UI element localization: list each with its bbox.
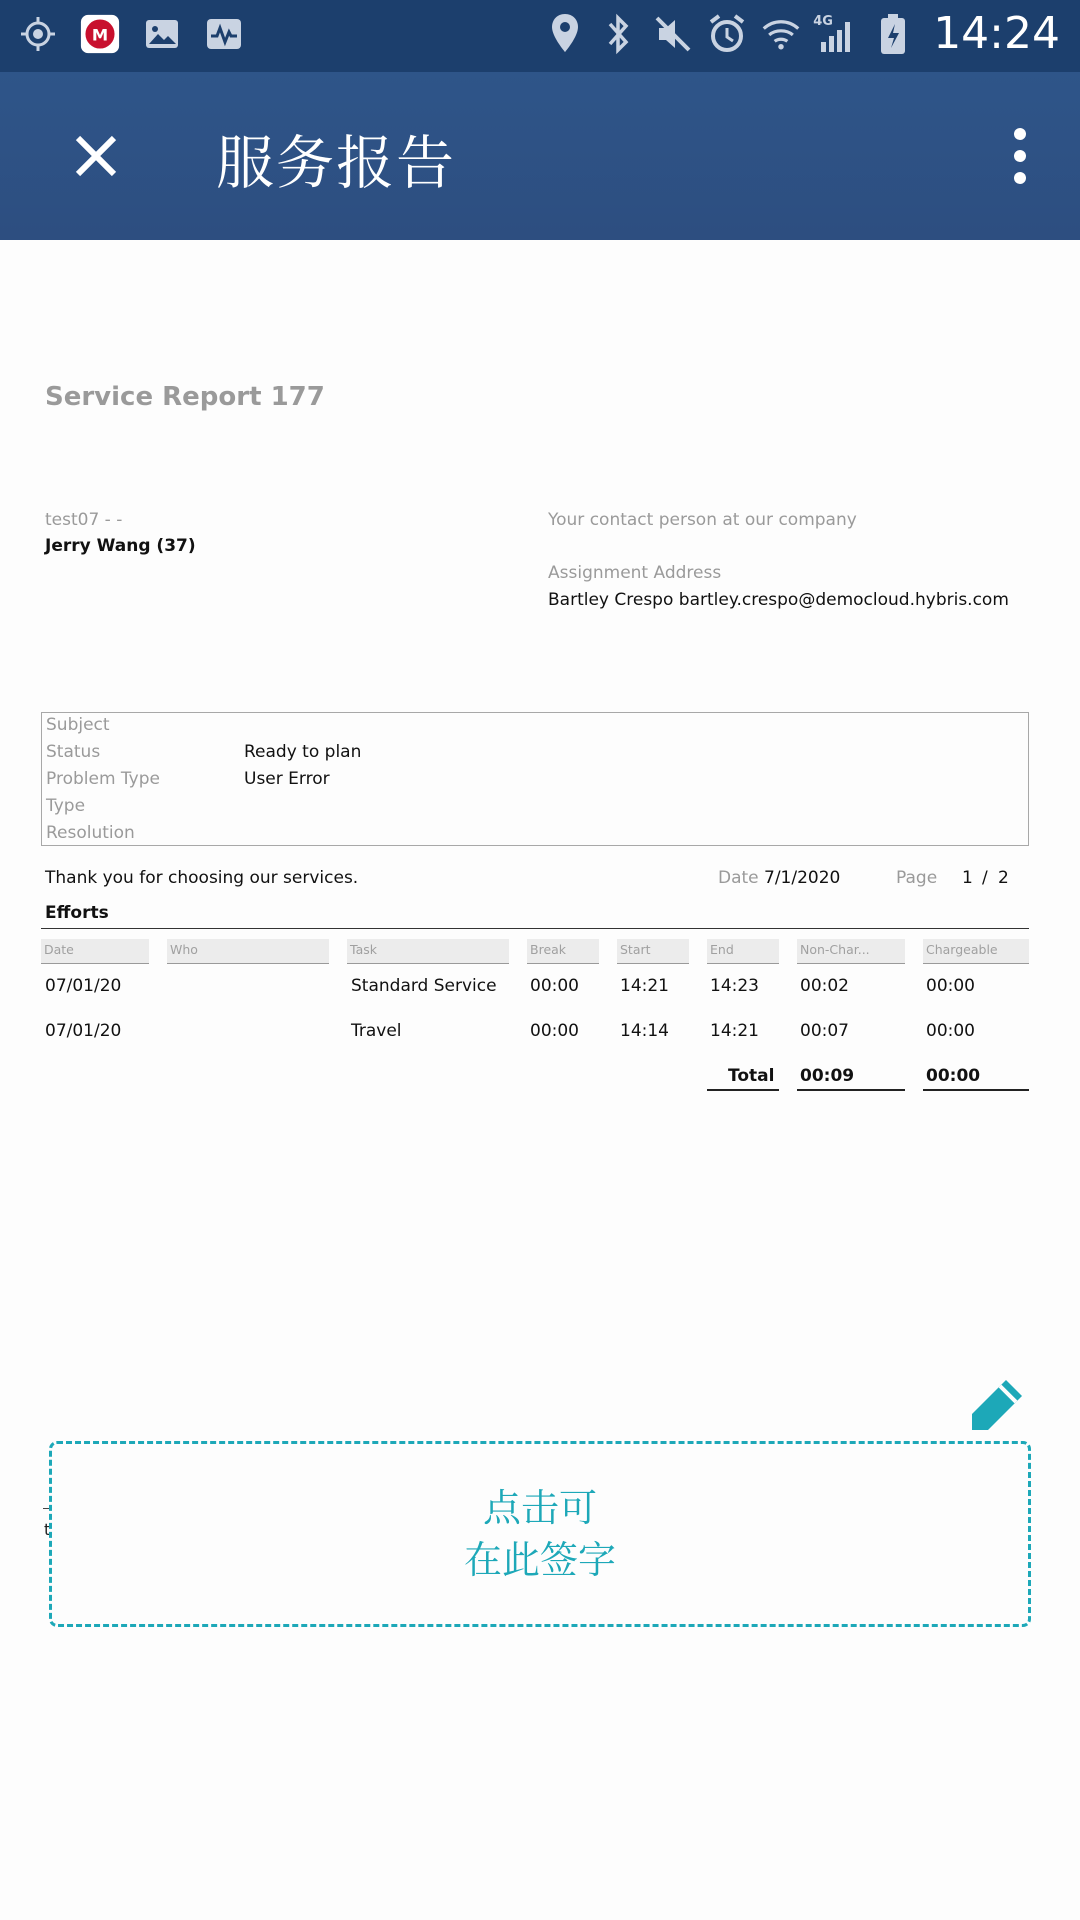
page-total: 2 [998, 868, 1009, 888]
signature-stub-text: t [44, 1520, 51, 1539]
network-type: 4G [813, 13, 833, 29]
table-cell: 00:00 [926, 976, 975, 996]
thanks-text: Thank you for choosing our services. [45, 868, 359, 888]
total-rule [797, 1089, 905, 1091]
table-cell: 00:00 [926, 1021, 975, 1041]
table-cell: 00:00 [530, 976, 579, 996]
bluetooth-icon [599, 14, 639, 54]
close-button[interactable] [52, 112, 140, 200]
assignment-value: Bartley Crespo bartley.crespo@democloud.hybris.com [548, 590, 1009, 610]
edit-pencil-icon[interactable] [962, 1374, 1028, 1440]
alarm-icon [707, 14, 747, 54]
total-rule [923, 1089, 1029, 1091]
location-pin-icon [545, 14, 585, 54]
col-header-chargeable: Chargeable [923, 939, 1029, 964]
report-title: Service Report 177 [45, 382, 325, 412]
contact-label: Your contact person at our company [548, 510, 857, 530]
app-bar [0, 72, 1080, 240]
efforts-divider [41, 928, 1029, 929]
table-cell: 00:02 [800, 976, 849, 996]
battery-charging-icon [873, 14, 913, 54]
table-cell: 07/01/20 [45, 1021, 122, 1041]
total-non-chargeable: 00:09 [800, 1066, 855, 1086]
table-cell: 00:00 [530, 1021, 579, 1041]
efforts-title: Efforts [45, 903, 109, 923]
page-separator: / [982, 868, 988, 888]
mute-icon [653, 14, 693, 54]
col-header-end: End [707, 939, 779, 964]
assignment-label: Assignment Address [548, 563, 722, 583]
bank-app-icon [80, 14, 120, 54]
table-cell: 14:14 [620, 1021, 669, 1041]
table-cell: Standard Service [351, 976, 497, 996]
wifi-icon [761, 14, 801, 54]
customer-line: test07 - - [45, 510, 123, 530]
signature-hint-line2: 在此签字 [463, 1538, 616, 1582]
table-cell: 14:23 [710, 976, 759, 996]
signature-hint-line1: 点击可 [482, 1486, 597, 1530]
more-vertical-icon [1014, 128, 1026, 140]
report-document [0, 240, 1080, 1920]
col-header-break: Break [527, 939, 599, 964]
pulse-icon [204, 14, 244, 54]
location-target-icon [18, 14, 58, 54]
signal-icon [815, 14, 859, 54]
table-cell: 14:21 [620, 976, 669, 996]
status-time: 14:24 [933, 8, 1060, 59]
table-cell: 07/01/20 [45, 976, 122, 996]
close-icon [72, 132, 120, 180]
svg-text:M: M [91, 25, 109, 45]
signature-area[interactable] [49, 1441, 1031, 1627]
col-header-date: Date [41, 939, 149, 964]
table-cell: 14:21 [710, 1021, 759, 1041]
col-header-start: Start [617, 939, 689, 964]
gallery-icon [142, 14, 182, 54]
total-rule [707, 1089, 779, 1091]
page-title: 服务报告 [216, 129, 457, 197]
col-header-who: Who [167, 939, 329, 964]
customer-name: Jerry Wang (37) [45, 536, 196, 556]
total-chargeable: 00:00 [926, 1066, 981, 1086]
more-options-button[interactable] [980, 108, 1060, 204]
col-header-task: Task [347, 939, 509, 964]
status-bar [0, 0, 1080, 72]
table-cell: Travel [351, 1021, 402, 1041]
page-label: Page [896, 868, 938, 888]
col-header-non-chargeable: Non-Char... [797, 939, 905, 964]
info-box: Subject Status Ready to plan Problem Type User Error Type Resolution [41, 712, 1029, 846]
date-value: 7/1/2020 [764, 868, 841, 888]
table-cell: 00:07 [800, 1021, 849, 1041]
total-label: Total [728, 1066, 775, 1086]
date-label: Date [718, 868, 759, 888]
page-current: 1 [962, 868, 973, 888]
